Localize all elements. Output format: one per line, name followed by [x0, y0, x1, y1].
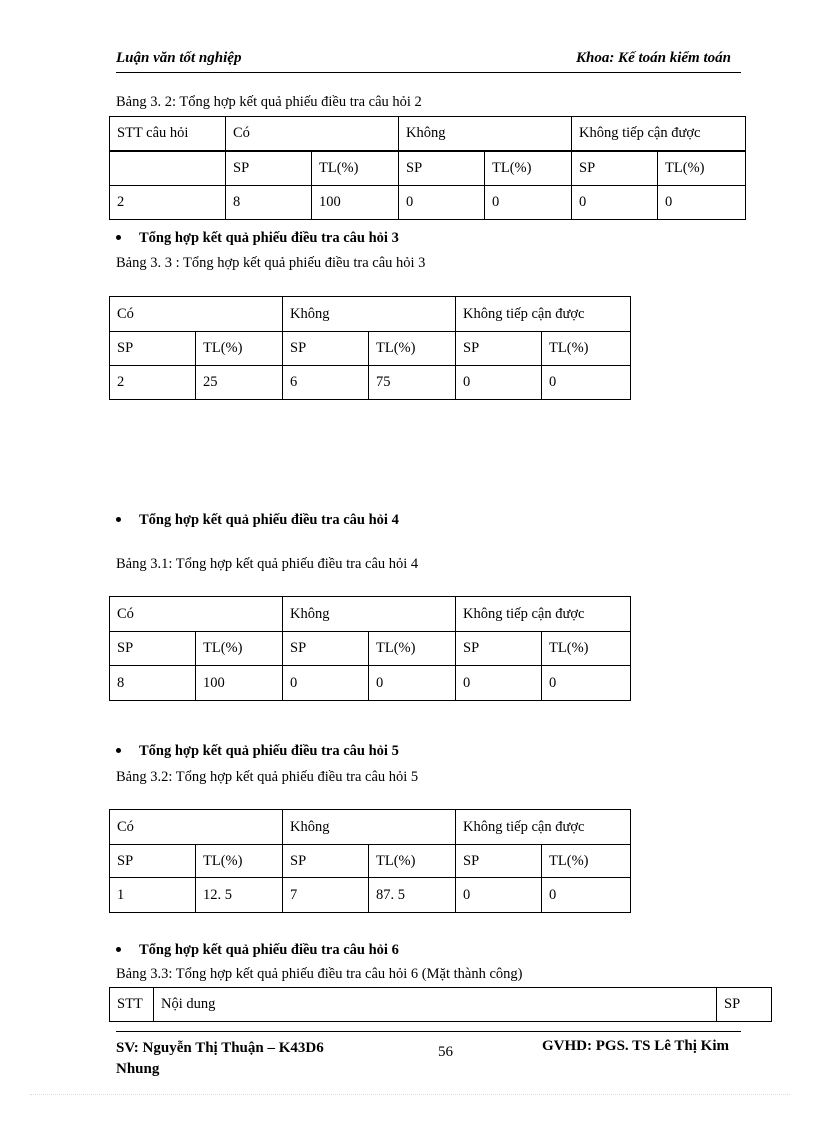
table-cell: TL(%) — [369, 845, 456, 878]
table-cell: Không tiếp cận được — [456, 810, 631, 845]
table-cell: Có — [110, 597, 283, 632]
table-cell: 0 — [456, 878, 542, 913]
table-cell: Có — [226, 117, 399, 151]
table-cell: 0 — [658, 186, 746, 220]
table-row — [110, 597, 631, 632]
section4-bullet — [116, 512, 399, 529]
table-cell: TL(%) — [658, 151, 746, 186]
table-row — [110, 810, 631, 845]
table-cell: 100 — [196, 666, 283, 701]
table-cell: SP — [110, 632, 196, 666]
table-cell: SP — [283, 632, 369, 666]
table-cell: TL(%) — [312, 151, 399, 186]
footer-student-name: SV: Nguyễn Thị Thuận – K43D6 — [116, 1040, 324, 1056]
bullet-dot — [116, 748, 121, 753]
table-cell: Không tiếp cận được — [572, 117, 746, 151]
table-row — [110, 332, 631, 366]
table-cell: TL(%) — [369, 632, 456, 666]
table-cell: Có — [110, 297, 283, 332]
table-cell: SP — [226, 151, 312, 186]
section3-bullet — [116, 230, 399, 247]
table5 — [109, 809, 631, 913]
table-cell: SP — [456, 845, 542, 878]
table-cell: 7 — [283, 878, 369, 913]
table-cell: Có — [110, 810, 283, 845]
section3-title: Tổng hợp kết quả phiếu điều tra câu hỏi 3 — [139, 230, 399, 246]
table-cell: TL(%) — [542, 332, 631, 366]
table3 — [109, 296, 631, 400]
table-cell: STT — [110, 988, 154, 1022]
table-cell: Nội dung — [154, 988, 717, 1022]
section5-bullet — [116, 743, 399, 760]
table-cell: 0 — [456, 666, 542, 701]
bullet-dot — [116, 947, 121, 952]
table-cell: Không — [283, 297, 456, 332]
table-cell: SP — [283, 845, 369, 878]
table-cell: SP — [399, 151, 485, 186]
page-header — [116, 50, 741, 73]
table-cell: 8 — [226, 186, 312, 220]
table-cell: STT câu hỏi — [110, 117, 226, 151]
table-cell: TL(%) — [542, 632, 631, 666]
table-cell: 25 — [196, 366, 283, 400]
table-cell: 0 — [456, 366, 542, 400]
table-cell: 2 — [110, 186, 226, 220]
table-cell: TL(%) — [196, 845, 283, 878]
table-row — [110, 366, 631, 400]
footer-advisor: GVHD: PGS. TS Lê Thị Kim — [542, 1038, 729, 1054]
section3-caption: Bảng 3. 3 : Tổng hợp kết quả phiếu điều tra câu hỏi 3 — [116, 255, 426, 271]
table-cell: 100 — [312, 186, 399, 220]
table-cell: TL(%) — [485, 151, 572, 186]
table-cell: Không — [283, 597, 456, 632]
section4-caption: Bảng 3.1: Tổng hợp kết quả phiếu điều tra câu hỏi 4 — [116, 556, 419, 572]
section6-caption: Bảng 3.3: Tổng hợp kết quả phiếu điều tra câu hỏi 6 (Mặt thành công) — [116, 966, 523, 982]
table-cell: Không tiếp cận được — [456, 297, 631, 332]
page-edge-divider — [30, 1094, 790, 1095]
table1-caption: Bảng 3. 2: Tổng hợp kết quả phiếu điều tra câu hỏi 2 — [116, 94, 422, 110]
table-cell: 0 — [542, 366, 631, 400]
section6-bullet — [116, 942, 399, 959]
table-row — [110, 297, 631, 332]
table-cell: 0 — [542, 666, 631, 701]
table-cell: 87. 5 — [369, 878, 456, 913]
table-cell: 2 — [110, 366, 196, 400]
footer-advisor-cont: Nhung — [116, 1061, 160, 1077]
table-cell: 8 — [110, 666, 196, 701]
header-left: Luận văn tốt nghiệp — [116, 50, 242, 66]
table-cell: Không — [283, 810, 456, 845]
table-cell: SP — [456, 332, 542, 366]
bullet-dot — [116, 235, 121, 240]
section5-caption: Bảng 3.2: Tổng hợp kết quả phiếu điều tra câu hỏi 5 — [116, 769, 419, 785]
table-row — [110, 632, 631, 666]
table-cell: 1 — [110, 878, 196, 913]
table1 — [109, 116, 746, 220]
table-row — [110, 878, 631, 913]
table-cell: 0 — [369, 666, 456, 701]
table-cell: SP — [110, 845, 196, 878]
table-cell: 12. 5 — [196, 878, 283, 913]
section4-title: Tổng hợp kết quả phiếu điều tra câu hỏi 4 — [139, 512, 399, 528]
header-right: Khoa: Kế toán kiểm toán — [575, 50, 731, 66]
table-cell: SP — [110, 332, 196, 366]
table-cell: 0 — [542, 878, 631, 913]
section5-title: Tổng hợp kết quả phiếu điều tra câu hỏi 5 — [139, 743, 399, 759]
page-number: 56 — [438, 1044, 453, 1060]
table-cell: 0 — [485, 186, 572, 220]
table-row — [110, 845, 631, 878]
table-row — [110, 988, 772, 1022]
table-cell: Không — [399, 117, 572, 151]
table-cell: SP — [456, 632, 542, 666]
table-row — [110, 151, 746, 186]
table-cell: SP — [572, 151, 658, 186]
table-cell: 0 — [283, 666, 369, 701]
table-cell: TL(%) — [542, 845, 631, 878]
table-cell: 6 — [283, 366, 369, 400]
table-cell: Không tiếp cận được — [456, 597, 631, 632]
table-cell: TL(%) — [196, 332, 283, 366]
table4 — [109, 596, 631, 701]
table-cell: 0 — [572, 186, 658, 220]
table-row — [110, 666, 631, 701]
footer-student — [116, 1038, 416, 1080]
table-row — [110, 186, 746, 220]
table-cell: 75 — [369, 366, 456, 400]
table-cell — [110, 151, 226, 186]
bullet-dot — [116, 517, 121, 522]
table-cell: 0 — [399, 186, 485, 220]
section6-title: Tổng hợp kết quả phiếu điều tra câu hỏi 6 — [139, 942, 399, 958]
table-cell: SP — [717, 988, 772, 1022]
table-cell: TL(%) — [369, 332, 456, 366]
table-cell: SP — [283, 332, 369, 366]
table-row — [110, 117, 746, 151]
table6 — [109, 987, 772, 1022]
page-footer — [116, 1031, 741, 1077]
table-cell: TL(%) — [196, 632, 283, 666]
